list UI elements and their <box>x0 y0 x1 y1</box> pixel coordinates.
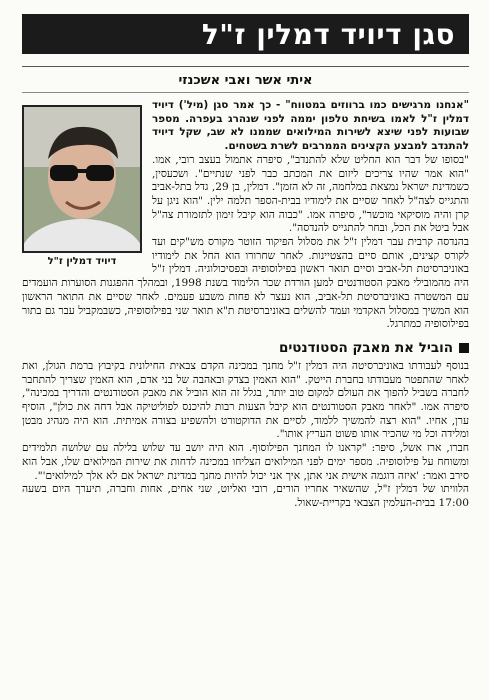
paragraph: "בסופו של דבר הוא החליט שלא להתנדב", סיפרה אתמול בעצב רובי, אמו. "הוא אמר שהיו צריכים ליזום את המכתב כבר לפני שנתיים". ושכעסין, כשמדינת ישראל נמצאת במלחמה, זה לא הזמן". דמלין, בן 29, גדל בתל-אביב והתגייס לצה"ל לאחר שסיים את לימודיו בבית-הספר תלמה ילין. "הוא ניגן על קרן והיה מוסיקאי מוכשר", סיפרה אמו. "כבוה הוא קיבל זימון לתזמורת צה"ל אבל ביטל את הכל, ובחר להתגייס להנדסה". <box>152 153 469 235</box>
portrait-image <box>24 107 140 251</box>
lead-paragraph: "אנחנו מרגישים כמו ברווזים במטווח" - כך אמר סגן (מיל') דיויד דמלין ז"ל לאמו בשיחת טלפון יממה לפני שנהרג בעפרה. מספר שבועות לפני שיצא לשירות המילואים שממנו לא שב, שקל דיויד להתנדב למבצע הקצינים הממרבים לשרת בשטחים. <box>152 99 469 153</box>
divider <box>22 92 469 93</box>
paragraph: בנוסף לעבודתו באוניברסיטה היה דמלין ז"ל מחנך במכינה הקדם צבאית החילונית בקיבוץ ברמת הגולן, ואת לאחר שהתפטר מעבודתו בחברת הייטק. "הוא האמין בצדק ובאהבה של בני אדם, הוא האמין שצריך להתחבר לחברה בשביל להפוך את העולם למקום טוב יותר, בגלל זה הוא הוביל את מאבק הסטודנטים והדריך במכינה", סיפרה אמו. "לאחר מאבק הסטודנטים הוא קיבל הצעות רבות להיכנס לפוליטיקה אבל דחה את כולן", הוסיף ערן, אחיו. "הוא רצה להמשיך ללמוד, לסיים את הדוקטורט ולהשפיע בצורה אמיתית. הוא היה מנהיג מבטן ומלידה וכל מי שהכיר אותו פשוט העריץ אותו". <box>22 359 469 441</box>
paragraph: הלוויתו של דמלין ז"ל, שהשאיר אחריו הורים, רובי ואליוט, שני אחים, אחות וחברה, תיערך היום בשעה 17:00 בבית-העלמין הצבאי בקריית-שאול. <box>22 483 469 509</box>
headline: סגן דיויד דמלין ז"ל <box>22 14 469 54</box>
portrait-photo <box>22 105 142 253</box>
square-bullet-icon <box>459 343 469 353</box>
paragraph: חברו, ארז אשל, סיפר: "קראנו לו המחנך הפילוסוף. הוא היה יושב עד שלוש בלילה עם שלושה תלמידים ומשוחח על פילוסופיה. מספר ימים לפני המילואים הצליחו במכינה לדחות את שירות המילואים שלו, אבל הוא סירב ואמר: 'איזה דוגמה אישית אני אתן, איך אני יכול להיות מחנך במדינת ישראל אם לא אלך למילואים'". <box>22 442 469 482</box>
paragraph: בהנדסה קרבית עבר דמלין ז"ל את מסלול הפיקוד הזוטר מקורס מש"קים ועד לקורס קצינים, אותם סיים בהצטיינות. לאחר שחרורו הוא החל את לימודיו באוניברסיטת תל-אביב וסיים תואר ראשון בפילוסופיה ובפסיכולוגיה. דמלין ז"ל היה מהמובילי מאבק הסטודנטים למען הורדת שכר הלימוד בשנת 1998, ובמהלך ההפגנות הסוערות הועמדים עם המשטרה באוניברסיטת תל-אביב, הוא נעצר לא פחות משבע פעמים. לאחר שסיים את התואר הראשון הוא המשיך במסלול האקדמי ועמד להשלים באוניברסיטת ת"א תואר שני בפילוסופיה, כשבמקביל עבר גם בתור בפילוסופיה כמתרגל. <box>22 236 469 331</box>
subheading-text: הוביל את מאבק הסטודנטים <box>278 339 453 356</box>
photo-caption: דיויד דמלין ז"ל <box>47 256 117 267</box>
article-body <box>22 99 469 511</box>
subheading <box>22 340 469 356</box>
photo-block <box>22 105 142 267</box>
byline: איתי אשר ואבי אשכנזי <box>22 66 469 88</box>
